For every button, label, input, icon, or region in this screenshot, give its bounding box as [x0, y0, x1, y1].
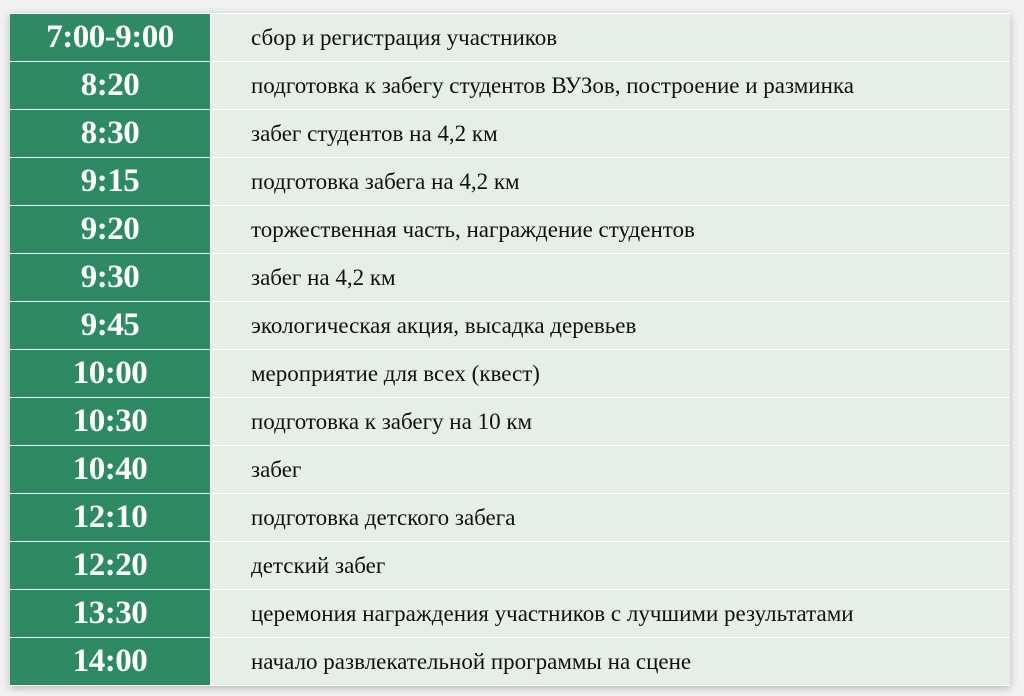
time-cell: 9:45 — [10, 302, 211, 350]
time-cell: 12:10 — [10, 494, 211, 542]
event-cell: детский забег — [211, 542, 1011, 590]
event-cell: подготовка к забегу на 10 км — [211, 398, 1011, 446]
table-row — [10, 446, 1010, 494]
time-cell: 14:00 — [10, 638, 211, 686]
event-cell: сбор и регистрация участников — [211, 14, 1011, 62]
time-cell: 10:40 — [10, 446, 211, 494]
time-cell: 12:20 — [10, 542, 211, 590]
time-cell: 9:20 — [10, 206, 211, 254]
table-row — [10, 494, 1010, 542]
event-cell: подготовка к забегу студентов ВУЗов, построение и разминка — [211, 62, 1011, 110]
event-cell: начало развлекательной программы на сцене — [211, 638, 1011, 686]
time-cell: 9:30 — [10, 254, 211, 302]
time-cell: 8:30 — [10, 110, 211, 158]
table-row — [10, 14, 1010, 62]
event-cell: церемония награждения участников с лучшими результатами — [211, 590, 1011, 638]
time-cell: 10:30 — [10, 398, 211, 446]
table-row — [10, 638, 1010, 686]
table-row — [10, 590, 1010, 638]
event-cell: торжественная часть, награждение студентов — [211, 206, 1011, 254]
time-cell: 7:00-9:00 — [10, 14, 211, 62]
table-row — [10, 302, 1010, 350]
event-cell: забег студентов на 4,2 км — [211, 110, 1011, 158]
event-cell: экологическая акция, высадка деревьев — [211, 302, 1011, 350]
table-row — [10, 110, 1010, 158]
schedule-table — [10, 13, 1010, 686]
schedule-body — [10, 14, 1010, 686]
table-row — [10, 62, 1010, 110]
event-cell: мероприятие для всех (квест) — [211, 350, 1011, 398]
table-row — [10, 206, 1010, 254]
table-row — [10, 542, 1010, 590]
event-cell: подготовка детского забега — [211, 494, 1011, 542]
time-cell: 13:30 — [10, 590, 211, 638]
time-cell: 8:20 — [10, 62, 211, 110]
table-row — [10, 350, 1010, 398]
event-cell: забег на 4,2 км — [211, 254, 1011, 302]
table-row — [10, 398, 1010, 446]
event-cell: подготовка забега на 4,2 км — [211, 158, 1011, 206]
event-cell: забег — [211, 446, 1011, 494]
table-row — [10, 254, 1010, 302]
time-cell: 10:00 — [10, 350, 211, 398]
time-cell: 9:15 — [10, 158, 211, 206]
table-row — [10, 158, 1010, 206]
